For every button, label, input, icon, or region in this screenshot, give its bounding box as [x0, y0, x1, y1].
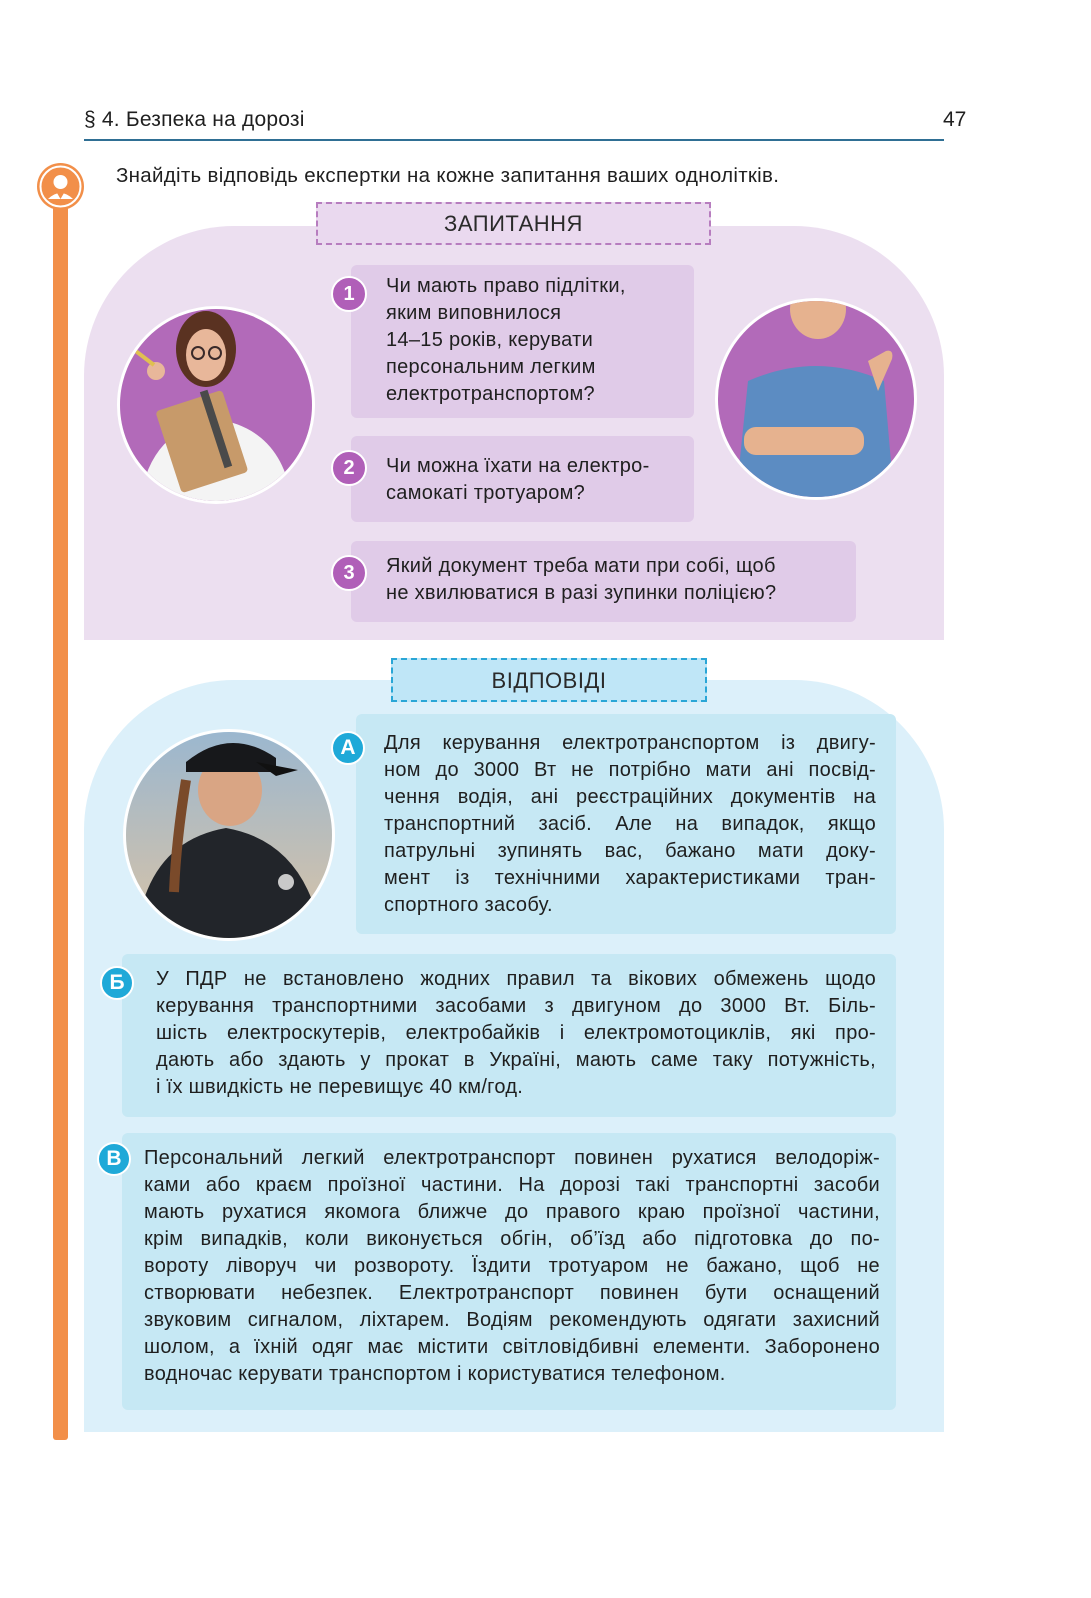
answer-b-line-3: шість електроскутерів, електробайків і електромотоциклів, які про- [156, 1022, 876, 1044]
answer-c-line-9: водночас керувати транспортом і користуватися телефоном. [144, 1363, 726, 1385]
answer-c-line-7: звуковим сигналом, ліхтарем. Водіям рекомендують одягати захисний [144, 1309, 880, 1331]
question-3-line-1: Який документ треба мати при собі, щоб [386, 555, 776, 577]
answer-b-line-1: У ПДР не встановлено жодних правил та вікових обмежень щодо [156, 968, 876, 990]
question-2-line-2: самокаті тротуаром? [386, 482, 586, 504]
answer-a-line-1: Для керування електротранспортом із двигу- [384, 732, 876, 754]
question-number-3: 3 [331, 555, 367, 591]
answer-c-line-6: створювати небезпек. Електротранспорт повинен бути оснащений [144, 1282, 880, 1304]
answer-a-line-2: ном до 3000 Вт не потрібно мати ані посвід- [384, 759, 876, 781]
questions-title: ЗАПИТАННЯ [316, 202, 711, 245]
intro-text: Знайдіть відповідь експертки на кожне запитання ваших однолітків. [116, 164, 780, 187]
answer-box-a [356, 714, 896, 934]
question-number-2: 2 [331, 450, 367, 486]
answers-title: ВІДПОВІДІ [391, 658, 707, 702]
answer-letter-b: Б [100, 966, 134, 1000]
answer-box-c [122, 1133, 896, 1410]
question-1-line-5: електротранспортом? [386, 383, 595, 405]
answer-b-line-2: керування транспортними засобами з двигуном до 3000 Вт. Біль- [156, 995, 876, 1017]
answer-a-line-3: чення водія, ані реєстраційних документів на [384, 786, 876, 808]
question-2-line-1: Чи можна їхати на електро- [386, 455, 650, 477]
answer-letter-a: А [331, 731, 365, 765]
answer-a-line-4: транспортний засіб. Але на випадок, якщо [384, 813, 876, 835]
question-box-2 [351, 436, 694, 522]
boy-photo [715, 298, 917, 500]
question-box-3 [351, 541, 856, 622]
question-1-line-1: Чи мають право підлітки, [386, 275, 626, 297]
girl-photo [117, 306, 315, 504]
answer-b-line-5: і їх швидкість не перевищує 40 км/год. [156, 1076, 524, 1098]
expert-avatar-icon [37, 163, 84, 210]
question-number-1: 1 [331, 276, 367, 312]
section-title: § 4. Безпека на дорозі [84, 108, 305, 131]
page-number: 47 [943, 108, 967, 131]
question-1-line-3: 14–15 років, керувати [386, 329, 594, 351]
police-officer-photo [123, 729, 335, 941]
answer-box-b [122, 954, 896, 1117]
question-3-line-2: не хвилюватися в разі зупинки поліцією? [386, 582, 777, 604]
answer-c-line-4: крім випадків, коли виконується обгін, об’їзд або підготовка до по- [144, 1228, 880, 1250]
question-box-1 [351, 265, 694, 418]
answer-c-line-1: Персональний легкий електротранспорт повинен рухатися велодоріж- [144, 1147, 880, 1169]
question-1-line-4: персональним легким [386, 356, 596, 378]
answer-c-line-8: шолом, а їхній одяг має містити світловідбивні елементи. Заборонено [144, 1336, 880, 1358]
header-rule [84, 139, 944, 141]
question-1-line-2: яким виповнилося [386, 302, 562, 324]
answer-b-line-4: дають або здають у прокат в Україні, мають саме таку потужність, [156, 1049, 876, 1071]
answer-c-line-3: мають рухатися якомога ближче до правого краю проїзної частини, [144, 1201, 880, 1223]
answer-c-line-5: вороту ліворуч чи розвороту. Їздити тротуаром не бажано, щоб не [144, 1255, 880, 1277]
answer-a-line-5: патрульні зупинять вас, бажано мати доку- [384, 840, 876, 862]
answer-letter-c: В [97, 1142, 131, 1176]
answer-a-line-6: мент із технічними характеристиками тран- [384, 867, 876, 889]
answer-a-line-7: спортного засобу. [384, 894, 553, 916]
answer-c-line-2: ками або краєм проїзної частини. На дорозі такі транспортні засоби [144, 1174, 880, 1196]
side-bar [53, 200, 68, 1440]
